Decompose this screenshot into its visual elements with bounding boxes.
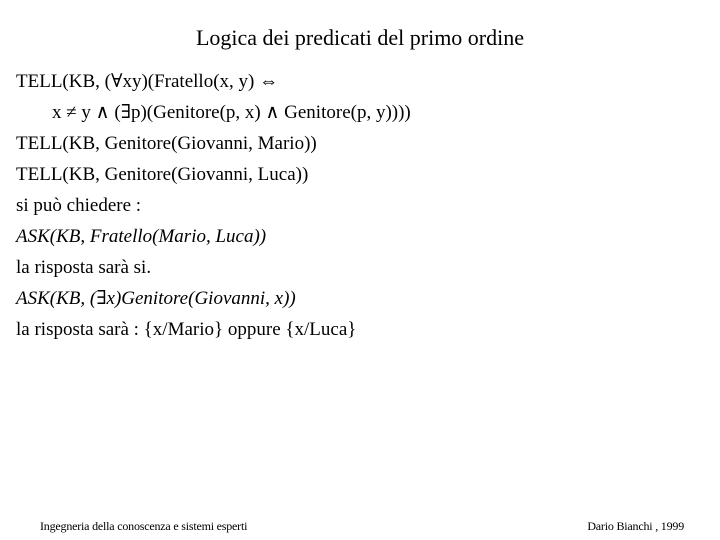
- slide-title: Logica dei predicati del primo ordine: [195, 25, 525, 50]
- answer-yes-line: la risposta sarà si.: [16, 257, 152, 278]
- query-intro-line: si può chiedere :: [16, 195, 142, 216]
- tell-genitore-mario-line: TELL(KB, Genitore(Giovanni, Mario)): [16, 133, 317, 154]
- footer-course: Ingegneria della conoscenza e sistemi esperti: [40, 519, 248, 533]
- tell-fratello-rule-line: TELL(KB, (∀xy)(Fratello(x, y) ⇔: [16, 71, 279, 92]
- tell-fratello-rule-continuation: x ≠ y ∧ (∃p)(Genitore(p, x) ∧ Genitore(p, y)))): [52, 102, 411, 123]
- footer-author: Dario Bianchi , 1999: [587, 519, 684, 533]
- slide-body: [16, 66, 706, 345]
- tell-genitore-luca-line: TELL(KB, Genitore(Giovanni, Luca)): [16, 164, 309, 185]
- ask-fratello-line: ASK(KB, Fratello(Mario, Luca)): [16, 226, 267, 247]
- ask-genitore-line: ASK(KB, (∃x)Genitore(Giovanni, x)): [16, 288, 296, 309]
- answer-substitutions-line: la risposta sarà : {x/Mario} oppure {x/Luca}: [16, 319, 357, 340]
